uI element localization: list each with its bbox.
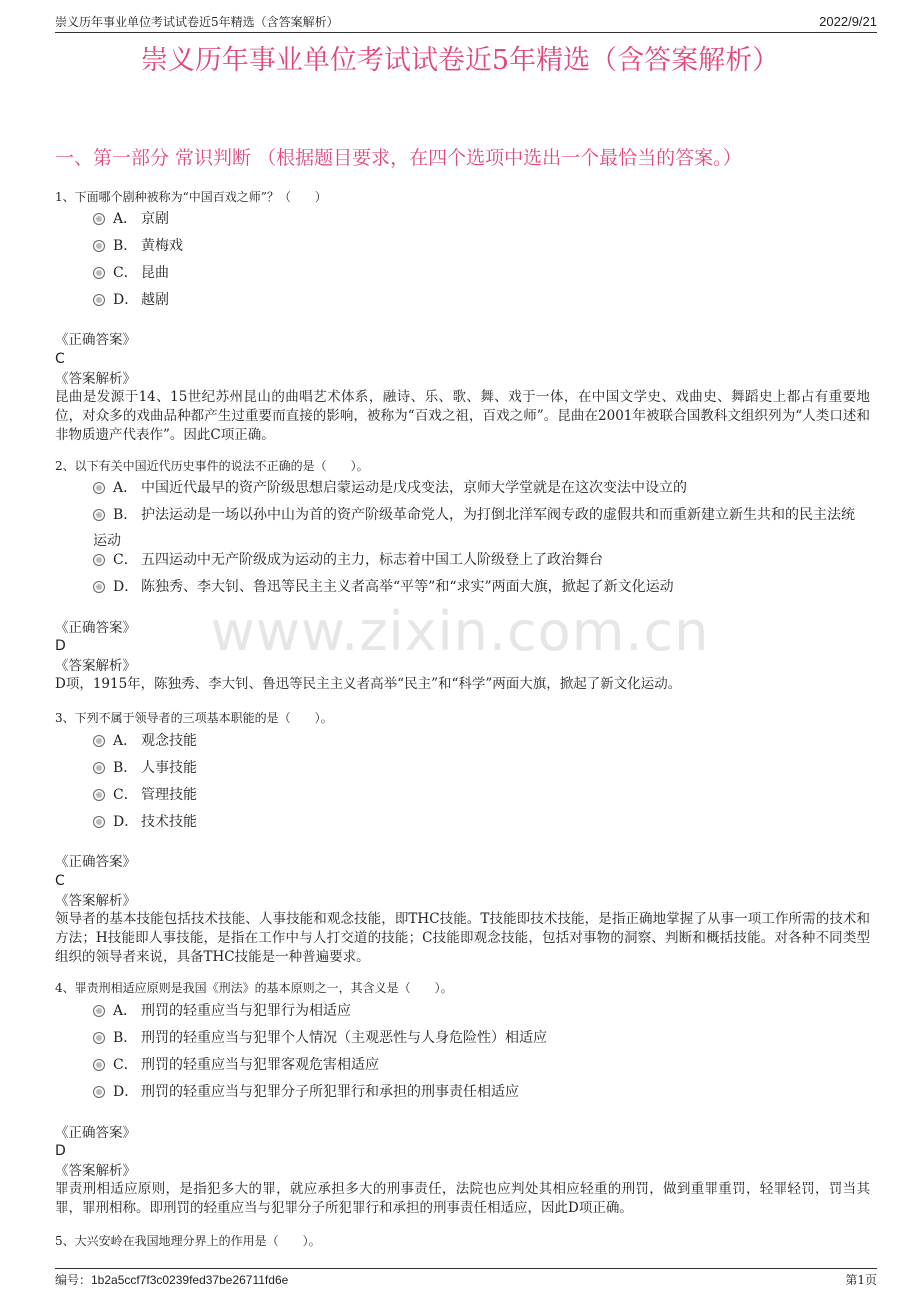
option-letter: C． [113, 787, 138, 803]
option-c[interactable] [93, 782, 865, 808]
radio-icon[interactable] [93, 240, 105, 252]
option-b[interactable] [93, 1025, 865, 1051]
correct-answer: D [55, 638, 66, 654]
page-footer [55, 1268, 877, 1289]
option-a[interactable] [93, 728, 865, 754]
question-stem: 5、大兴安岭在我国地理分界上的作用是（ ）。 [55, 1234, 321, 1248]
option-letter: D． [113, 292, 139, 308]
radio-icon[interactable] [93, 267, 105, 279]
option-c[interactable] [93, 1052, 865, 1078]
option-text: 昆曲 [141, 265, 169, 281]
option-d[interactable] [93, 287, 865, 313]
option-text: 技术技能 [141, 814, 197, 830]
option-letter: D． [113, 814, 139, 830]
option-text: 黄梅戏 [141, 238, 183, 254]
radio-icon[interactable] [93, 1032, 105, 1044]
document-title: 崇义历年事业单位考试试卷近5年精选（含答案解析） [140, 45, 780, 76]
option-text: 中国近代最早的资产阶级思想启蒙运动是戊戌变法，京师大学堂就是在这次变法中设立的 [141, 480, 687, 496]
option-a[interactable] [93, 475, 865, 501]
radio-icon[interactable] [93, 294, 105, 306]
option-b[interactable] [93, 233, 865, 259]
header-date: 2022/9/21 [819, 14, 877, 29]
radio-icon[interactable] [93, 735, 105, 747]
question-stem: 2、以下有关中国近代历史事件的说法不正确的是（ ）。 [55, 459, 369, 473]
radio-icon[interactable] [93, 1005, 105, 1017]
question-stem: 3、下列不属于领导者的三项基本职能的是（ ）。 [55, 711, 333, 725]
option-c[interactable] [93, 547, 865, 573]
question-stem: 1、下面哪个剧种被称为“中国百戏之师”？（ ） [55, 190, 327, 204]
option-letter: C． [113, 265, 138, 281]
header-document-title: 崇义历年事业单位考试试卷近5年精选（含答案解析） [55, 15, 339, 29]
option-d[interactable] [93, 1079, 865, 1105]
option-text: 人事技能 [141, 760, 197, 776]
document-code: 编号：1b2a5ccf7f3c0239fed37be26711fd6e [55, 1273, 289, 1287]
option-text: 护法运动是一场以孙中山为首的资产阶级革命党人，为打倒北洋军阀专政的虚假共和而重新建立新生共和的民主法统运动 [93, 507, 855, 549]
radio-icon[interactable] [93, 482, 105, 494]
correct-answer: D [55, 1143, 66, 1159]
explanation-label: 《答案解析》 [55, 1163, 136, 1179]
page-header [55, 12, 877, 33]
radio-icon[interactable] [93, 762, 105, 774]
option-letter: A． [113, 480, 138, 496]
option-text: 刑罚的轻重应当与犯罪行为相适应 [141, 1003, 351, 1019]
option-c[interactable] [93, 260, 865, 286]
explanation-text: D项，1915年，陈独秀、李大钊、鲁迅等民主主义者高举“民主”和“科学”两面大旗，掀起了新文化运动。 [55, 676, 682, 692]
radio-icon[interactable] [93, 816, 105, 828]
option-d[interactable] [93, 809, 865, 835]
explanation-text: 昆曲是发源于14、15世纪苏州昆山的曲唱艺术体系，融诗、乐、歌、舞、戏于一体，在中国文学史、戏曲史、舞蹈史上都占有重要地位，对众多的戏曲品种都产生过重要而直接的影响，被称为“百戏之祖，百戏之师”。昆曲在2001年被联合国教科文组织列为“人类口述和非物质遗产代表作”。因此C项正确。 [55, 389, 870, 443]
radio-icon[interactable] [93, 554, 105, 566]
option-text: 越剧 [141, 292, 169, 308]
option-a[interactable] [93, 998, 865, 1024]
radio-icon[interactable] [93, 1059, 105, 1071]
answer-label: 《正确答案》 [55, 854, 136, 870]
correct-answer: C [55, 351, 65, 367]
answer-label: 《正确答案》 [55, 620, 136, 636]
radio-icon[interactable] [93, 509, 105, 521]
explanation-label: 《答案解析》 [55, 371, 136, 387]
option-letter: B． [113, 238, 138, 254]
explanation-text: 罪责刑相适应原则，是指犯多大的罪，就应承担多大的刑事责任，法院也应判处其相应轻重的刑罚，做到重罪重罚，轻罪轻罚，罚当其罪，罪刑相称。即刑罚的轻重应当与犯罪分子所犯罪行和承担的刑事责任相适应，因此D项正确。 [55, 1181, 870, 1216]
page-number: 第1页 [845, 1273, 877, 1287]
watermark: www.zixin.com.cn [210, 600, 710, 663]
option-letter: A． [113, 211, 138, 227]
option-letter: B． [113, 507, 138, 523]
answer-label: 《正确答案》 [55, 1125, 136, 1141]
option-text: 刑罚的轻重应当与犯罪客观危害相适应 [141, 1057, 379, 1073]
option-letter: A． [113, 733, 138, 749]
option-b[interactable] [93, 755, 865, 781]
option-a[interactable] [93, 206, 865, 232]
radio-icon[interactable] [93, 789, 105, 801]
option-letter: A． [113, 1003, 138, 1019]
option-letter: D． [113, 1084, 139, 1100]
correct-answer: C [55, 873, 65, 889]
radio-icon[interactable] [93, 1086, 105, 1098]
option-letter: D． [113, 579, 139, 595]
explanation-label: 《答案解析》 [55, 658, 136, 674]
section-title: 一、第一部分 常识判断 （根据题目要求，在四个选项中选出一个最恰当的答案。） [55, 147, 742, 169]
question-stem: 4、罪责刑相适应原则是我国《刑法》的基本原则之一，其含义是（ ）。 [55, 981, 453, 995]
radio-icon[interactable] [93, 581, 105, 593]
explanation-text: 领导者的基本技能包括技术技能、人事技能和观念技能，即THC技能。T技能即技术技能，是指正确地掌握了从事一项工作所需的技术和方法；H技能即人事技能，是指在工作中与人打交道的技能；C技能即观念技能，包括对事物的洞察、判断和概括技能。对各种不同类型组织的领导者来说，具备THC技能是一种普遍要求。 [55, 911, 870, 965]
option-letter: B． [113, 1030, 138, 1046]
option-text: 刑罚的轻重应当与犯罪分子所犯罪行和承担的刑事责任相适应 [141, 1084, 519, 1100]
option-letter: B． [113, 760, 138, 776]
radio-icon[interactable] [93, 213, 105, 225]
answer-label: 《正确答案》 [55, 332, 136, 348]
option-text: 五四运动中无产阶级成为运动的主力，标志着中国工人阶级登上了政治舞台 [141, 552, 603, 568]
option-text: 刑罚的轻重应当与犯罪个人情况（主观恶性与人身危险性）相适应 [141, 1030, 547, 1046]
option-text: 京剧 [141, 211, 169, 227]
option-letter: C． [113, 552, 138, 568]
option-text: 管理技能 [141, 787, 197, 803]
option-d[interactable] [93, 574, 865, 600]
option-text: 陈独秀、李大钊、鲁迅等民主主义者高举“平等”和“求实”两面大旗，掀起了新文化运动 [141, 579, 674, 595]
explanation-label: 《答案解析》 [55, 893, 136, 909]
option-text: 观念技能 [141, 733, 197, 749]
option-letter: C． [113, 1057, 138, 1073]
